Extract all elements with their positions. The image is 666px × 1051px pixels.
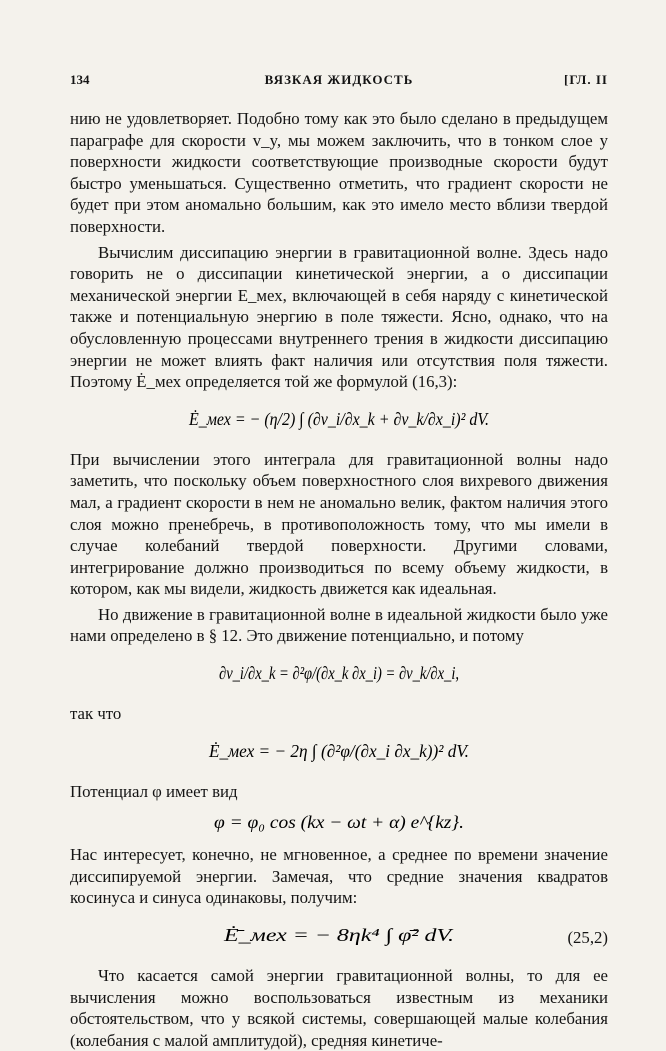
equation-3 bbox=[70, 731, 608, 775]
equation-3-text: Ė_мех = − 2η ∫ (∂²φ/(∂x_i ∂x_k))² dV. bbox=[209, 740, 481, 761]
page-body bbox=[70, 108, 608, 1051]
equation-3-formula bbox=[209, 731, 481, 775]
paragraph-5: так что bbox=[70, 704, 122, 724]
equation-5-formula bbox=[224, 915, 454, 959]
equation-1-text: Ė_мех = − (η/2) ∫ (∂v_i/∂x_k + ∂v_k/∂x_i)² dV. bbox=[189, 408, 528, 429]
equation-2-formula bbox=[219, 653, 516, 697]
page-number: 134 bbox=[70, 72, 90, 87]
paragraph-6: Потенциал φ имеет вид bbox=[70, 781, 238, 801]
running-title: ВЯЗКАЯ ЖИДКОСТЬ bbox=[264, 72, 414, 87]
equation-1 bbox=[70, 399, 608, 443]
equation-number: (25,2) bbox=[567, 928, 608, 948]
paragraph-1: нию не удовлетворяет. Подобно тому как это было сделано в предыдущем параграфе для скорости v_y, мы можем заключить, что в тонком слое у поверхности жидкости соответствующие производные скорости будут быстро уменьшаться. Существенно отметить, что градиент скорости не будет при этом аномально большим, как это имело место вблизи твердой поверхности. bbox=[70, 109, 608, 236]
equation-2-text: ∂v_i/∂x_k = ∂²φ/(∂x_k ∂x_i) = ∂v_k/∂x_i, bbox=[219, 663, 516, 684]
paragraph-8: Что касается самой энергии гравитационной волны, то для ее вычисления можно воспользоваться известным из механики обстоятельством, что у всякой системы, совершающей малые колебания (колебания с малой амплитудой), средняя кинетиче- bbox=[70, 966, 608, 1050]
equation-1-formula bbox=[189, 399, 528, 443]
paragraph-2: Вычислим диссипацию энергии в гравитационной волне. Здесь надо говорить не о диссипации кинетической энергии, а о диссипации механической энергии E_мех, включающей в себя наряду с кинетической также и потенциальную энергию в поле тяжести. Ясно, однако, что на обусловленную процессами внутреннего трения в жидкости диссипацию энергии не может влиять факт наличия или отсутствия поля тяжести. Поэтому Ė_мех определяется той же формулой (16,3): bbox=[70, 242, 608, 392]
equation-4-text: φ = φ₀ cos (kx − ωt + α) e^{kz}. bbox=[214, 812, 446, 833]
chapter-label: [ГЛ. II bbox=[564, 72, 608, 87]
paragraph-4: Но движение в гравитационной волне в идеальной жидкости было уже нами определено в § 12. Это движение потенциально, и потому bbox=[70, 604, 608, 646]
paragraph-7: Нас интересует, конечно, не мгновенное, а среднее по времени значение диссипируемой энергии. Замечая, что средние значения квадратов косинуса и синуса одинаковы, получим: bbox=[70, 845, 608, 908]
equation-4-formula bbox=[214, 808, 464, 838]
equation-2 bbox=[70, 653, 608, 697]
equation-5 bbox=[70, 915, 608, 959]
paragraph-3: При вычислении этого интеграла для гравитационной волны надо заметить, что поскольку объем поверхностного слоя вихревого движения мал, а градиент скорости в нем не аномально велик, фактом наличия этого слоя можно пренебречь, в противоположность тому, что мы имели в случае колебаний твердой поверхности. Другими словами, интегрирование должно производиться по всему объему жидкости, в котором, как мы видели, жидкость движется как идеальная. bbox=[70, 449, 608, 599]
running-head bbox=[70, 72, 608, 92]
equation-4 bbox=[70, 808, 608, 838]
equation-5-text: Ė̄_мех = − 8ηk⁴ ∫ φ̄² dV. bbox=[224, 925, 398, 946]
